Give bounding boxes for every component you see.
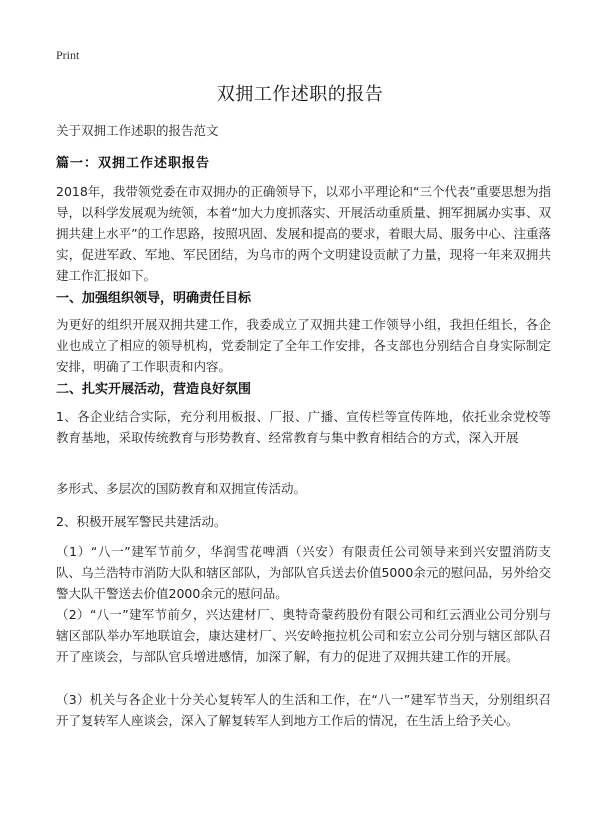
paragraph-two: 1、各企业结合实际，充分利用板报、厂报、广播、宣传栏等宣传阵地，依托业余党校等教育基地，采取传统教育与形势教育、经常教育与集中教育相结合的方式，深入开展 <box>56 409 551 445</box>
paragraph-four: 2、积极开展军警民共建活动。 <box>56 514 227 529</box>
document-title: 双拥工作述职的报告 <box>216 84 384 105</box>
paragraph-seven: （3）机关与各企业十分关心复转军人的生活和工作，在“八一”建军节当天，分别组织召开了复转军人座谈会，深入了解复转军人到地方工作后的情况，在生活上给予关心。 <box>56 692 551 728</box>
paragraph-one: 为更好的组织开展双拥共建工作，我委成立了双拥共建工作领导小组，我担任组长，各企业也成立了相应的领导机构，党委制定了全年工作安排，各支部也分别结合自身实际制定安排，明确了工作职责和内容。 <box>56 317 551 374</box>
intro-paragraph: 2018年，我带领党委在市双拥办的正确领导下，以邓小平理论和“三个代表”重要思想为指导，以科学发展观为统领，本着“加大力度抓落实、开展活动重质量、拥军拥属办实事、双拥共建上水平”的工作思路，按照巩固、发展和提高的要求，着眼大局、服务中心、注重落实，促进军政、军地、军民团结，为乌市的两个文明建设贡献了力量，现将一年来双拥共建工作汇报如下。 <box>56 184 551 283</box>
heading-two: 二、扎实开展活动，营造良好氛围 <box>56 382 252 397</box>
paragraph-six: （2）“八一”建军节前夕，兴达建材厂、奥特奇蒙药股份有限公司和红云酒业公司分别与辖区部队举办军地联谊会，康达建材厂、兴安岭拖拉机公司和宏立公司分别与辖区部队召开了座谈会，与部队官兵增进感情，加深了解，有力的促进了双拥共建工作的开展。 <box>56 607 551 664</box>
document-subtitle: 关于双拥工作述职的报告范文 <box>56 123 219 138</box>
paragraph-three: 多形式、多层次的国防教育和双拥宣传活动。 <box>56 481 307 496</box>
heading-one: 一、加强组织领导，明确责任目标 <box>56 291 252 306</box>
part-one-title: 篇一：双拥工作述职报告 <box>56 156 211 171</box>
print-link[interactable]: Print <box>56 48 80 62</box>
paragraph-five: （1）“八一”建军节前夕，华润雪花啤酒（兴安）有限责任公司领导来到兴安盟消防支队、乌兰浩特市消防大队和辖区部队，为部队官兵送去价值5000余元的慰问品，另外给交警大队干警送去价值2000余元的慰问品。 <box>56 544 551 601</box>
